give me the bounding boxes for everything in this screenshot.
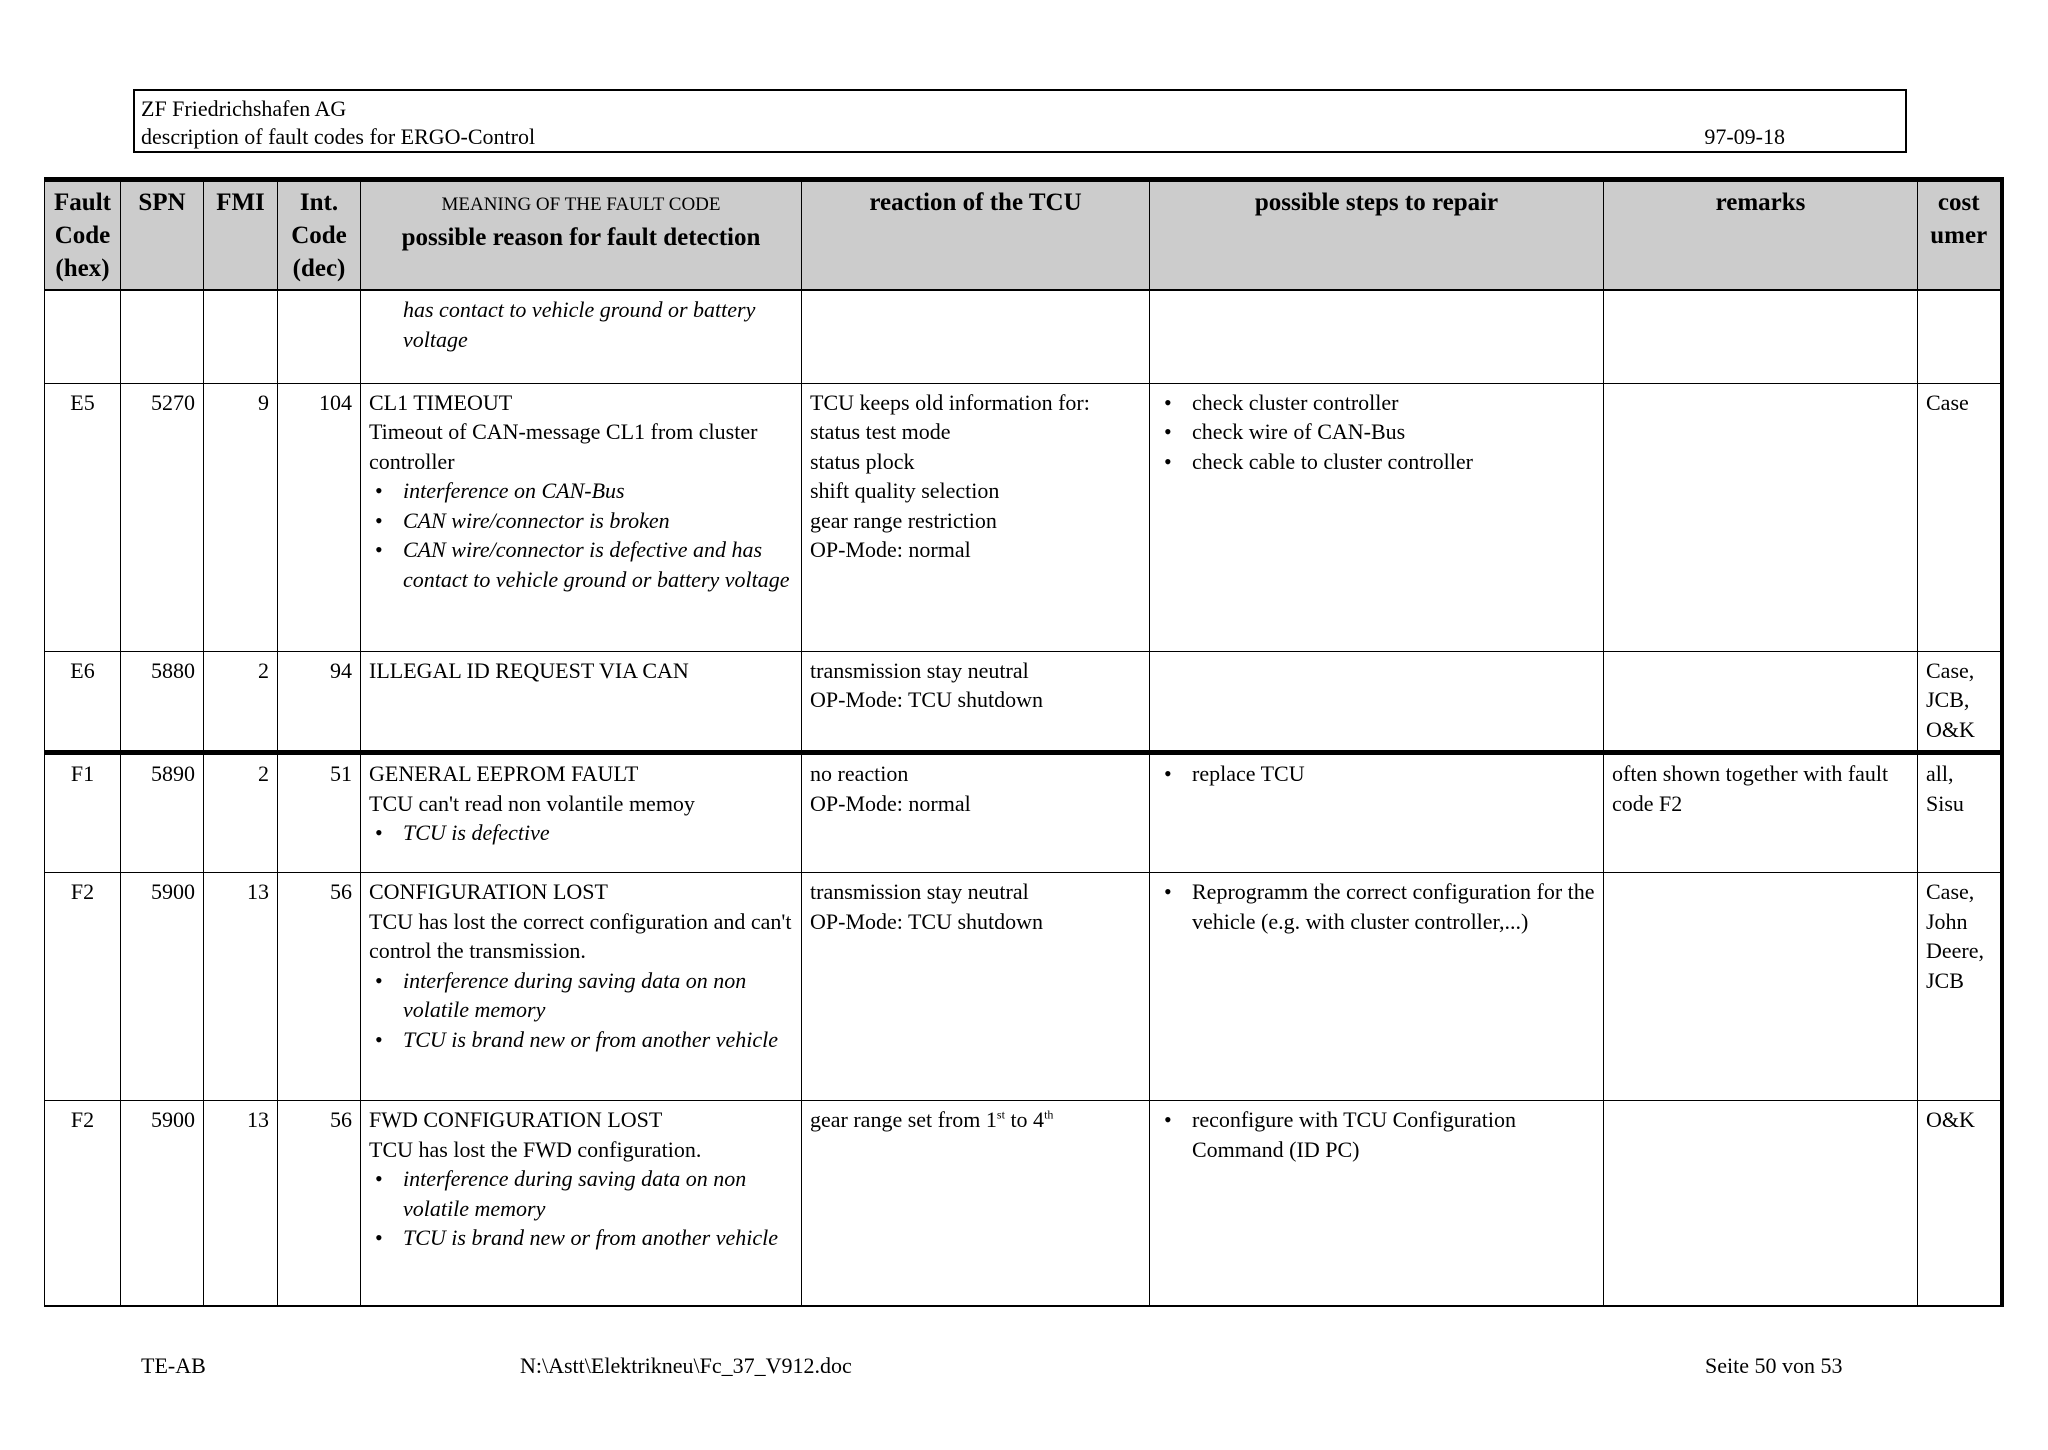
reaction-line: status test mode (810, 419, 951, 444)
fault-code: F2 (45, 1101, 121, 1306)
reaction-text: to 4 (1004, 1107, 1045, 1132)
reaction-line: OP-Mode: normal (810, 537, 971, 562)
fault-title: CL1 TIMEOUT (369, 389, 513, 415)
cause-list (369, 476, 793, 594)
reaction-line: TCU keeps old information for: (810, 389, 1090, 415)
repair-cell (1150, 753, 1604, 873)
fault-title: GENERAL EEPROM FAULT (369, 761, 639, 786)
fault-code: E5 (45, 383, 121, 651)
col-meaning-small: MEANING OF THE FAULT CODE (441, 194, 721, 215)
continuation-text: has contact to vehicle ground or battery voltage (403, 297, 756, 352)
fmi: 13 (204, 873, 278, 1101)
document-description: description of fault codes for ERGO-Control (141, 124, 536, 149)
table-row (45, 753, 2002, 873)
cause-item: • interference during saving data on non volatile memory (369, 1164, 793, 1223)
repair-item: • Reprogramm the correct configuration for the vehicle (e.g. with cluster controller,...) (1158, 877, 1595, 936)
fault-title: ILLEGAL ID REQUEST VIA CAN (369, 657, 689, 683)
fault-code: F1 (45, 753, 121, 873)
spn: 5900 (121, 873, 204, 1101)
repair-cell (1150, 873, 1604, 1101)
document-date: 97-09-18 (1704, 124, 1785, 149)
repair-list (1158, 759, 1595, 789)
customer-cell: Case, John Deere, JCB (1918, 873, 2002, 1101)
reaction-line: transmission stay neutral (810, 879, 1029, 904)
fault-code-table (44, 177, 2004, 1307)
col-repair: possible steps to repair (1150, 180, 1604, 291)
reaction-cell (802, 753, 1150, 873)
repair-item: • reconfigure with TCU Configuration Command (ID PC) (1158, 1105, 1595, 1164)
col-int-code: Int. Code (dec) (278, 180, 361, 291)
meaning-cell (361, 1101, 802, 1306)
reaction-line: transmission stay neutral (810, 657, 1029, 683)
repair-item: • replace TCU (1158, 759, 1595, 789)
cause-item: • TCU is brand new or from another vehicle (369, 1025, 793, 1055)
footer-department: TE-AB (141, 1353, 206, 1378)
remarks-cell (1604, 651, 1918, 753)
cause-item: • TCU is brand new or from another vehicle (369, 1223, 793, 1253)
spn: 5880 (121, 651, 204, 753)
fault-title: CONFIGURATION LOST (369, 879, 608, 904)
table-row (45, 1101, 2002, 1306)
document-header (133, 89, 1907, 153)
reaction-cell (802, 383, 1150, 651)
fmi: 2 (204, 753, 278, 873)
customer-cell: all, Sisu (1918, 753, 2002, 873)
spn: 5270 (121, 383, 204, 651)
reaction-line: no reaction (810, 761, 909, 786)
col-fmi: FMI (204, 180, 278, 291)
footer-page-number: Seite 50 von 53 (1705, 1353, 1843, 1378)
cause-item: • CAN wire/connector is defective and has contact to vehicle ground or battery voltage (369, 535, 793, 594)
repair-item: • check cluster controller (1158, 388, 1595, 418)
fmi: 9 (204, 383, 278, 651)
company-name: ZF Friedrichshafen AG (141, 96, 347, 121)
col-reaction: reaction of the TCU (802, 180, 1150, 291)
repair-list (1158, 388, 1595, 477)
fmi: 2 (204, 651, 278, 753)
cause-item: • CAN wire/connector is broken (369, 506, 793, 536)
col-fault-code: Fault Code (hex) (45, 180, 121, 291)
int-code: 56 (278, 1101, 361, 1306)
customer-cell: Case, JCB, O&K (1918, 651, 2002, 753)
table-header-row (45, 180, 2002, 291)
col-meaning (361, 180, 802, 291)
reaction-line: shift quality selection (810, 478, 1000, 503)
table-row-continuation (45, 290, 2002, 383)
fault-code: F2 (45, 873, 121, 1101)
cause-item: • interference during saving data on non volatile memory (369, 966, 793, 1025)
ordinal-suffix: st (996, 1107, 1005, 1122)
repair-item: • check wire of CAN-Bus (1158, 417, 1595, 447)
remarks-cell (1604, 873, 1918, 1101)
fault-description: TCU has lost the FWD configuration. (369, 1136, 702, 1162)
footer-file-path: N:\Astt\Elektrikneu\Fc_37_V912.doc (520, 1353, 852, 1378)
int-code: 104 (278, 383, 361, 651)
fault-description: TCU has lost the correct configuration and can't control the transmission. (369, 908, 792, 963)
reaction-text: gear range set from 1 (810, 1107, 997, 1132)
col-meaning-bold: possible reason for fault detection (401, 224, 761, 251)
repair-item: • check cable to cluster controller (1158, 447, 1595, 477)
reaction-line: OP-Mode: TCU shutdown (810, 908, 1044, 934)
int-code: 51 (278, 753, 361, 873)
repair-cell (1150, 383, 1604, 651)
remarks-cell (1604, 1101, 1918, 1306)
repair-cell (1150, 651, 1604, 753)
table-row (45, 873, 2002, 1101)
cause-item: • interference on CAN-Bus (369, 476, 793, 506)
reaction-line: OP-Mode: TCU shutdown (810, 687, 1044, 712)
cause-list (369, 818, 793, 848)
fault-description: Timeout of CAN-message CL1 from cluster controller (369, 419, 758, 474)
spn: 5890 (121, 753, 204, 873)
repair-list (1158, 1105, 1595, 1164)
fault-title: FWD CONFIGURATION LOST (369, 1107, 663, 1132)
col-spn: SPN (121, 180, 204, 291)
fmi: 13 (204, 1101, 278, 1306)
reaction-line: OP-Mode: normal (810, 790, 971, 816)
cause-list (369, 1164, 793, 1253)
col-customer: cost umer (1918, 180, 2002, 291)
meaning-cell (361, 873, 802, 1101)
int-code: 56 (278, 873, 361, 1101)
customer-cell: Case (1918, 383, 2002, 651)
reaction-line: status plock (810, 448, 915, 474)
cause-item: • TCU is defective (369, 818, 793, 848)
repair-cell (1150, 1101, 1604, 1306)
reaction-cell (802, 873, 1150, 1101)
col-remarks: remarks (1604, 180, 1918, 291)
int-code: 94 (278, 651, 361, 753)
remarks-cell (1604, 383, 1918, 651)
repair-list (1158, 877, 1595, 936)
meaning-cell (361, 383, 802, 651)
fault-code: E6 (45, 651, 121, 753)
reaction-cell (802, 651, 1150, 753)
table-row (45, 383, 2002, 651)
ordinal-suffix: th (1044, 1107, 1054, 1122)
spn: 5900 (121, 1101, 204, 1306)
reaction-cell (802, 1101, 1150, 1306)
table-row (45, 651, 2002, 753)
meaning-cell (361, 753, 802, 873)
cause-list (369, 966, 793, 1055)
remarks-cell: often shown together with fault code F2 (1604, 753, 1918, 873)
fault-description: TCU can't read non volantile memoy (369, 790, 695, 816)
customer-cell: O&K (1918, 1101, 2002, 1306)
reaction-line: gear range restriction (810, 507, 997, 533)
meaning-cell (361, 651, 802, 753)
